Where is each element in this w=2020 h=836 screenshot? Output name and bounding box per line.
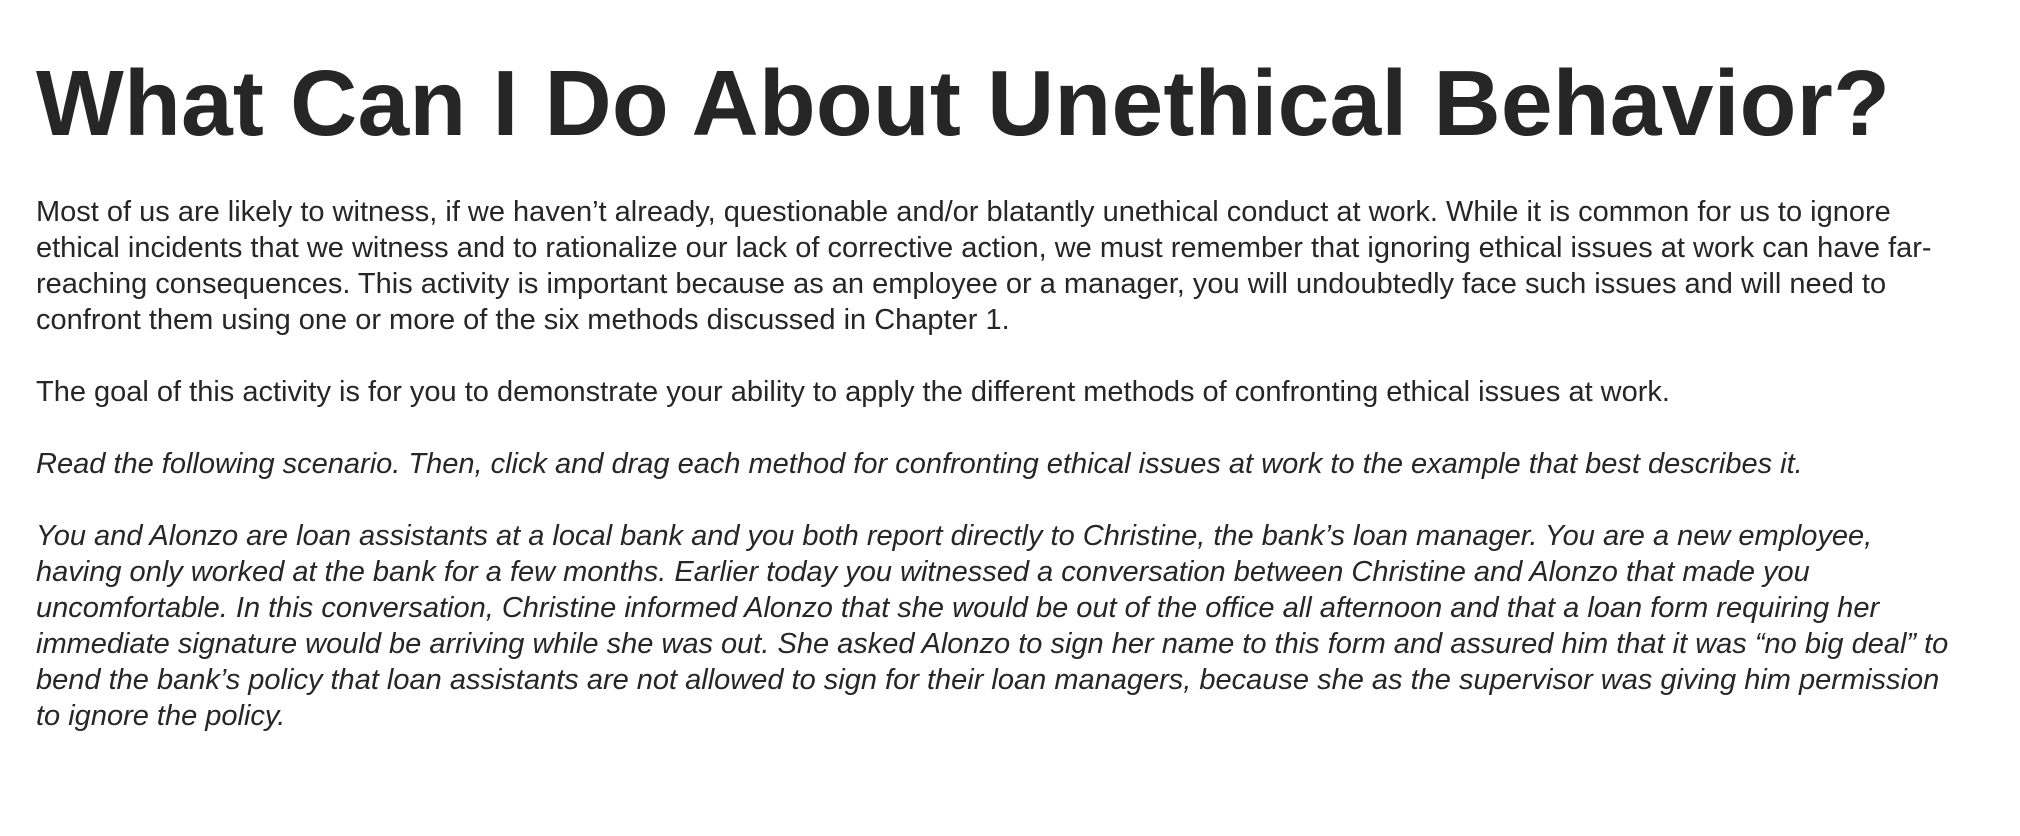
page-title: What Can I Do About Unethical Behavior? <box>36 51 1891 155</box>
instructions-paragraph: Read the following scenario. Then, click and drag each method for confronting ethical issues at work to the example that best describes it. <box>36 447 1803 480</box>
content-body <box>36 194 1956 734</box>
goal-paragraph: The goal of this activity is for you to demonstrate your ability to apply the different methods of confronting ethical issues at work. <box>36 375 1670 408</box>
scenario-paragraph: You and Alonzo are loan assistants at a local bank and you both report directly to Christine, the bank’s loan manager. You are a new employee, having only worked at the bank for a few months. Earlier today you witnessed a conversation between Christine and Alonzo that made you uncomfortable. In this conversation, Christine informed Alonzo that she would be out of the office all afternoon and that a loan form requiring her immediate signature would be arriving while she was out. She asked Alonzo to sign her name to this form and assured him that it was “no big deal” to bend the bank’s policy that loan assistants are not allowed to sign for their loan managers, because she as the supervisor was giving him permission to ignore the policy. <box>36 519 1949 732</box>
intro-paragraph: Most of us are likely to witness, if we haven’t already, questionable and/or blatantly unethical conduct at work. While it is common for us to ignore ethical incidents that we witness and to rationalize our lack of corrective action, we must remember that ignoring ethical issues at work can have far-reaching consequences. This activity is important because as an employee or a manager, you will undoubtedly face such issues and will need to confront them using one or more of the six methods discussed in Chapter 1. <box>36 195 1932 336</box>
